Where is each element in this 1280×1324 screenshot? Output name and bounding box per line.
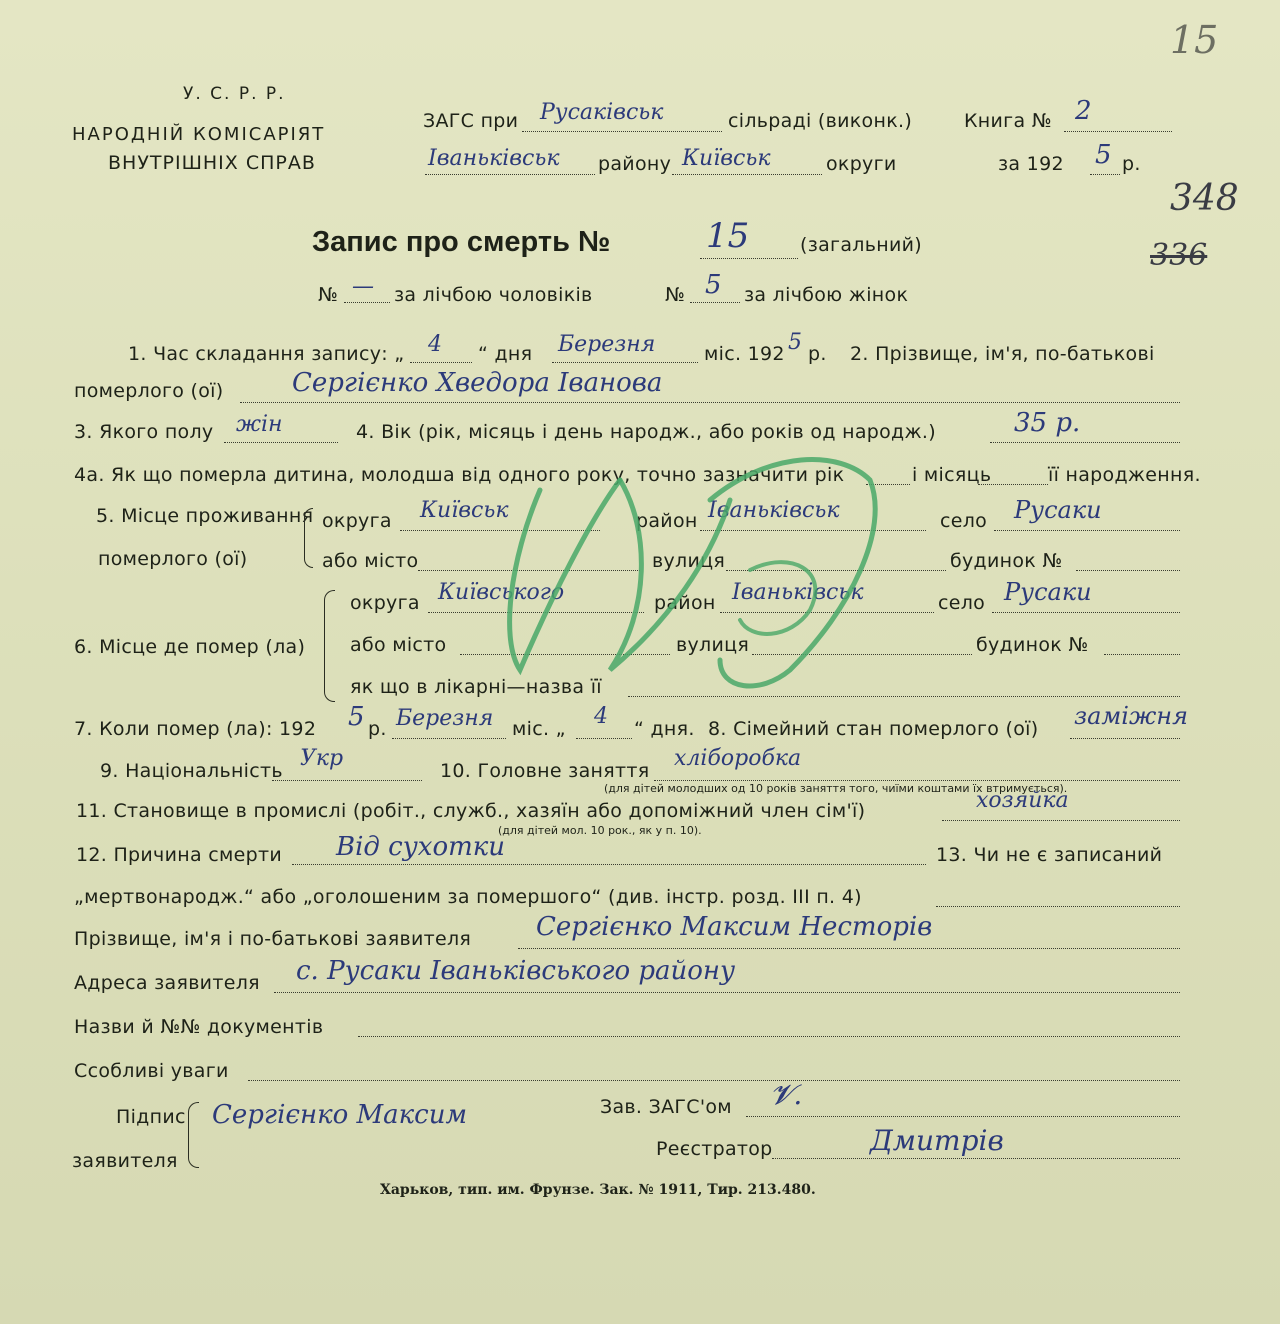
field5-vulytsia-label: вулиця <box>652 550 726 572</box>
notes-label: Ссобливі уваги <box>74 1060 229 1082</box>
men-line <box>344 302 390 303</box>
zags-prefix: ЗАГС при <box>423 110 519 132</box>
field6-raion-label: район <box>654 592 716 614</box>
margin-number-2: 336 <box>1150 238 1208 273</box>
record-number-line <box>700 258 798 259</box>
field13-label: 13. Чи не є записаний <box>936 844 1163 866</box>
field10-label: 10. Головне заняття <box>440 760 650 782</box>
field5-label-1: 5. Місце проживання <box>96 505 314 527</box>
field1-year-suffix: р. <box>808 343 827 365</box>
district-value: Іваньківськ <box>428 146 560 171</box>
field6-selo-value: Русаки <box>1004 578 1092 606</box>
field7-year: 5 <box>348 702 365 732</box>
address-label: Адреса заявителя <box>74 972 260 994</box>
field6-budynok-label: будинок № <box>976 634 1089 656</box>
field10-value: хліборобка <box>674 746 802 771</box>
applicant-signature: Сергієнко Максим <box>212 1100 468 1130</box>
field1-day-suffix: “ дня <box>478 343 533 365</box>
field5-budynok-line <box>1076 570 1180 571</box>
field12-value: Від сухотки <box>336 832 506 862</box>
field7-r: р. <box>368 718 387 740</box>
field10-note: (для дітей молодших од 10 років заняття того, чиїми коштами їх втримується). <box>604 782 1068 795</box>
field6-label: 6. Місце де помер (ла) <box>74 636 306 658</box>
okrug-value: Київськ <box>682 146 771 171</box>
field12-label: 12. Причина смерти <box>76 844 282 866</box>
commissariat-line-2: ВНУТРІШНІХ СПРАВ <box>108 152 316 174</box>
field7-day: 4 <box>594 704 608 729</box>
applicant-value: Сергієнко Максим Несторів <box>536 912 933 942</box>
field9-line <box>272 780 422 781</box>
field7-month-line <box>392 738 506 739</box>
field6-brace <box>324 590 335 702</box>
field5-selo-value: Русаки <box>1014 496 1102 524</box>
field6-okruga-label: округа <box>350 592 420 614</box>
field11-line <box>942 820 1180 821</box>
registrar-line <box>772 1158 1180 1159</box>
field1-month-line <box>552 362 698 363</box>
field8-label: 8. Сімейний стан померлого (ої) <box>708 718 1039 740</box>
zags-value: Русаківськ <box>540 100 664 125</box>
margin-number-1: 348 <box>1170 178 1239 219</box>
men-label: за лічбою чоловіків <box>394 284 593 306</box>
field12-line <box>292 864 926 865</box>
book-label: Книга № <box>964 110 1052 132</box>
field1-label: 1. Час складання запису: „ <box>128 343 405 365</box>
field6-raion-value: Іваньківськ <box>732 580 864 605</box>
field11-value: хозяйка <box>976 788 1069 813</box>
field8-line <box>1070 738 1180 739</box>
field11-label: 11. Становище в промислі (робіт., служб., хазяїн або допоміжний член сім'ї) <box>76 800 866 822</box>
field7-day-suffix: “ дня. <box>634 718 695 740</box>
okrug-label: округи <box>826 153 897 175</box>
field4-label: 4. Вік (рік, місяць і день народж., або років од народж.) <box>356 421 936 443</box>
documents-line <box>358 1036 1180 1037</box>
field8-value: заміжня <box>1074 702 1188 730</box>
field1-year: 5 <box>788 330 802 355</box>
field1-day-line <box>410 362 472 363</box>
field6-budynok-line <box>1104 654 1180 655</box>
field4a-label-2: і місяць <box>912 464 992 486</box>
men-prefix: № <box>318 284 339 306</box>
zags-head-label: Зав. ЗАГС'ом <box>600 1096 732 1118</box>
signature-label-2: заявителя <box>72 1150 178 1172</box>
zags-line <box>522 131 722 132</box>
field6-likarnia-label: як що в лікарні—назва її <box>350 676 602 698</box>
commissariat-line-1: НАРОДНІЙ КОМІСАРІЯТ <box>72 124 326 145</box>
field5-raion-value: Іваньківськ <box>708 498 840 523</box>
field3-line <box>224 442 338 443</box>
field2-label-2: померлого (ої) <box>74 380 224 402</box>
notes-line <box>248 1080 1180 1081</box>
district-label: району <box>598 153 672 175</box>
field1-year-prefix: міс. 192 <box>704 343 785 365</box>
okrug-line <box>672 174 822 175</box>
field5-budynok-label: будинок № <box>950 550 1063 572</box>
field1-day: 4 <box>428 332 442 357</box>
printer-footer: Харьков, тип. им. Фрунзе. Зак. № 1911, Тир. 213.480. <box>380 1182 816 1198</box>
year-line <box>1090 174 1120 175</box>
field1-month: Березня <box>558 332 656 357</box>
documents-label: Назви й №№ документів <box>74 1016 324 1038</box>
men-value: — <box>352 274 374 299</box>
field9-label: 9. Національність <box>100 760 283 782</box>
field5-label-2: померлого (ої) <box>98 548 248 570</box>
women-value: 5 <box>705 270 722 300</box>
field6-okruga-value: Київського <box>438 580 565 605</box>
address-line <box>274 992 1180 993</box>
registrar-label: Реєстратор <box>656 1138 773 1160</box>
women-prefix: № <box>665 284 686 306</box>
signature-label-1: Підпис <box>116 1106 186 1128</box>
year-suffix: р. <box>1122 153 1141 175</box>
field3-label: 3. Якого полу <box>74 421 214 443</box>
signature-brace <box>188 1102 199 1168</box>
applicant-label: Прізвище, ім'я і по-батькові заявителя <box>74 928 472 950</box>
applicant-line <box>518 948 1180 949</box>
field9-value: Укр <box>300 746 344 771</box>
green-ink-mark <box>470 440 910 710</box>
field5-okruga-value: Київськ <box>420 498 509 523</box>
field6-misto-label: або місто <box>350 634 447 656</box>
record-title-suffix: (загальний) <box>800 234 922 256</box>
field7-day-line <box>576 738 632 739</box>
field4-line <box>990 442 1180 443</box>
field13-label-2: „мертвонародж.“ або „оголошеним за помершого“ (див. інстр. розд. III п. 4) <box>74 886 862 908</box>
district-line <box>425 174 595 175</box>
record-number: 15 <box>706 216 750 256</box>
book-line <box>1064 131 1172 132</box>
field5-okruga-label: округа <box>322 510 392 532</box>
zags-head-signature: 𝓥. <box>770 1078 803 1111</box>
field2-label: 2. Прізвище, ім'я, по-батькові <box>850 343 1155 365</box>
address-value: с. Русаки Іваньківського району <box>296 956 736 986</box>
field6-vulytsia-label: вулиця <box>676 634 750 656</box>
field4a-month-line <box>978 484 1048 485</box>
zags-suffix: сільраді (виконк.) <box>728 110 913 132</box>
field6-selo-label: село <box>938 592 986 614</box>
field7-label: 7. Коли помер (ла): 192 <box>74 718 317 740</box>
zags-head-line <box>746 1116 1180 1117</box>
women-label: за лічбою жінок <box>744 284 909 306</box>
field5-brace <box>304 508 313 568</box>
field5-selo-label: село <box>940 510 988 532</box>
field11-note: (для дітей мол. 10 рок., як у п. 10). <box>498 824 702 837</box>
women-line <box>690 302 740 303</box>
year-prefix: за 192 <box>998 153 1064 175</box>
field2-value: Сергієнко Хведора Іванова <box>292 368 663 398</box>
record-title: Запис про смерть № <box>312 226 611 258</box>
field4-value: 35 р. <box>1014 408 1081 438</box>
ussr-header: У. С. Р. Р. <box>183 84 286 104</box>
year-value: 5 <box>1095 140 1112 170</box>
field5-misto-label: або місто <box>322 550 419 572</box>
field3-value: жін <box>236 412 283 437</box>
field2-line <box>240 402 1180 403</box>
field10-line <box>654 780 1180 781</box>
field5-selo-line <box>994 530 1180 531</box>
field7-month: Березня <box>396 706 494 731</box>
corner-mark: 15 <box>1170 18 1219 62</box>
book-value: 2 <box>1075 96 1092 126</box>
registrar-signature: Дмитрів <box>870 1124 1004 1157</box>
field7-mis: міс. „ <box>512 718 566 740</box>
field4a-label-3: її народження. <box>1048 464 1201 486</box>
field5-raion-label: район <box>636 510 698 532</box>
field6-selo-line <box>992 612 1180 613</box>
field13-line <box>936 906 1180 907</box>
field4a-label-1: 4а. Як що померла дитина, молодша від одного року, точно зазначити рік <box>74 464 845 486</box>
